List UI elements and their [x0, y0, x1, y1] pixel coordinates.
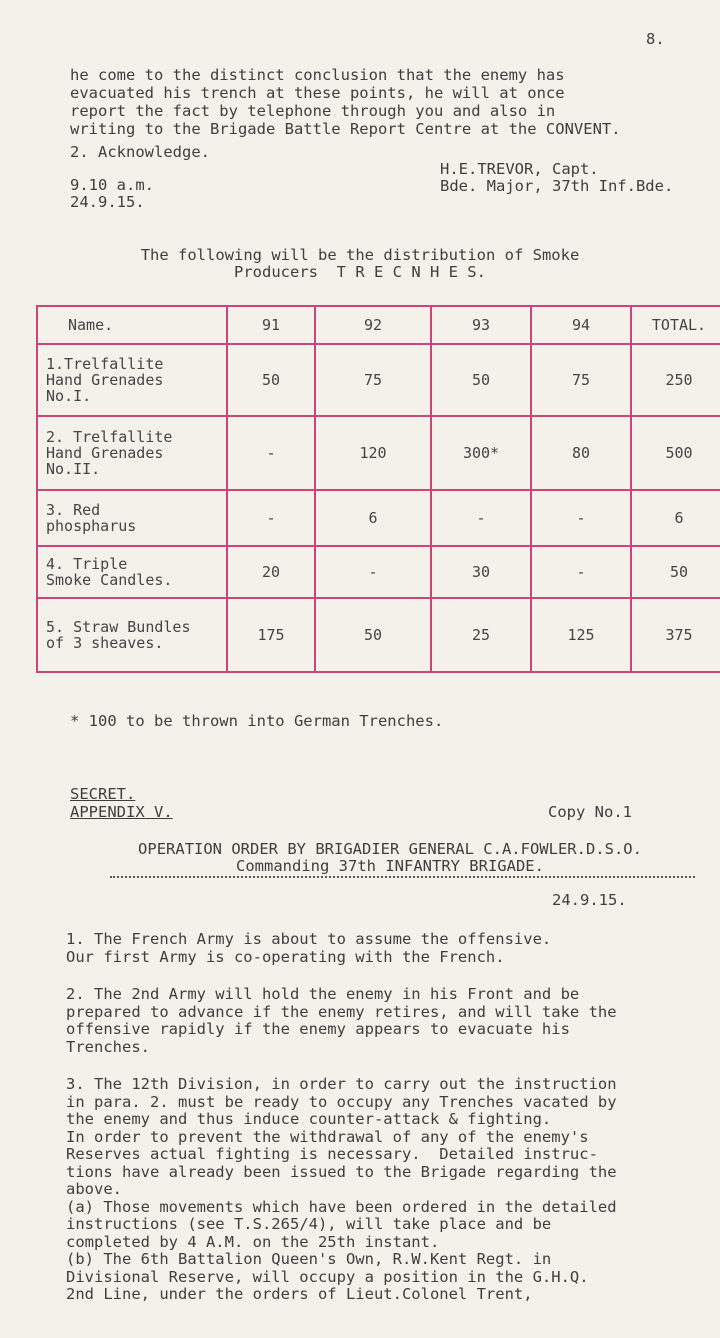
table-cell: 30	[431, 546, 531, 598]
table-row	[37, 344, 720, 416]
order-text-line: 2nd Line, under the orders of Lieut.Colonel Trent,	[66, 1285, 533, 1303]
table-cell: -	[431, 490, 531, 546]
order-text-line: tions have already been issued to the Brigade regarding the	[66, 1162, 617, 1181]
order-text-line: offensive rapidly if the enemy appears to evacuate his	[66, 1020, 570, 1038]
text-line: evacuated his trench at these points, he will at once	[70, 84, 565, 102]
table-cell: 80	[531, 416, 631, 490]
issue-time: 9.10 a.m.	[70, 176, 154, 194]
row-name-line: Hand Grenades	[46, 444, 164, 462]
table-header-row	[37, 306, 720, 344]
table-row	[37, 598, 720, 672]
text-line: he come to the distinct conclusion that the enemy has	[70, 66, 565, 84]
order-text-line: (b) The 6th Battalion Queen's Own, R.W.Kent Regt. in	[66, 1250, 552, 1268]
table-cell: 125	[531, 598, 631, 672]
order-subtitle: Commanding 37th INFANTRY BRIGADE.	[236, 857, 544, 875]
order-text-line: 2. The 2nd Army will hold the enemy in his Front and be	[66, 985, 580, 1003]
table-cell: -	[531, 546, 631, 598]
row-name-line: 1.Trelfallite	[46, 355, 164, 373]
table-cell: -	[531, 490, 631, 546]
row-name	[37, 344, 227, 416]
row-name	[37, 490, 227, 546]
row-name-line: 4. Triple	[46, 555, 128, 573]
row-name	[37, 598, 227, 672]
table-cell: 75	[531, 344, 631, 416]
acknowledge-line: 2. Acknowledge.	[70, 143, 210, 161]
order-date: 24.9.15.	[552, 891, 627, 909]
row-name-line: phospharus	[46, 517, 137, 535]
table-cell: 50	[315, 598, 431, 672]
smoke-producers-table	[36, 305, 720, 673]
table-cell: 75	[315, 344, 431, 416]
table-cell: -	[315, 546, 431, 598]
issue-date: 24.9.15.	[70, 193, 145, 211]
order-text-line: In order to prevent the withdrawal of any of the enemy's	[66, 1127, 589, 1146]
row-name-line: of 3 sheaves.	[46, 634, 164, 652]
table-row	[37, 546, 720, 598]
appendix-label: APPENDIX V.	[70, 803, 173, 821]
table-cell: 250	[631, 344, 720, 416]
order-text-line: Divisional Reserve, will occupy a position in the G.H.Q.	[66, 1267, 589, 1286]
order-text-line: (a) Those movements which have been ordered in the detailed	[66, 1197, 617, 1216]
row-name-line: Hand Grenades	[46, 371, 164, 389]
order-text-line: Reserves actual fighting is necessary. Detailed instruc-	[66, 1145, 598, 1163]
distribution-heading-line: The following will be the distribution of Smoke	[140, 246, 580, 264]
table-cell: 6	[631, 490, 720, 546]
table-cell: 20	[227, 546, 315, 598]
row-name-line: 3. Red	[46, 501, 101, 519]
column-header: 93	[431, 306, 531, 344]
table-cell: 500	[631, 416, 720, 490]
row-name	[37, 416, 227, 490]
order-text-line: 1. The French Army is about to assume the offensive.	[66, 930, 552, 948]
row-name-line: No.II.	[46, 460, 101, 478]
title-underline	[110, 876, 695, 878]
text-line: writing to the Brigade Battle Report Centre at the CONVENT.	[70, 120, 621, 138]
order-text-line: in para. 2. must be ready to occupy any Trenches vacated by	[66, 1092, 617, 1111]
table-cell: -	[227, 490, 315, 546]
row-name-line: 5. Straw Bundles	[46, 618, 191, 636]
table-cell: 375	[631, 598, 720, 672]
column-header: 91	[227, 306, 315, 344]
table-row	[37, 490, 720, 546]
table-cell: 25	[431, 598, 531, 672]
table-cell: 50	[431, 344, 531, 416]
secret-label: SECRET.	[70, 785, 136, 803]
table-cell: 120	[315, 416, 431, 490]
page-number: 8.	[646, 30, 665, 48]
table-cell: -	[227, 416, 315, 490]
table-footnote: * 100 to be thrown into German Trenches.	[70, 712, 444, 730]
order-text-line: Our first Army is co-operating with the French.	[66, 947, 505, 966]
copy-number: Copy No.1	[548, 803, 632, 821]
order-text-line: above.	[66, 1180, 122, 1198]
order-text-line: Trenches.	[66, 1037, 150, 1056]
text-line: report the fact by telephone through you and also in	[70, 102, 556, 120]
order-text-line: the enemy and thus induce counter-attack & fighting.	[66, 1110, 552, 1128]
table-cell: 50	[227, 344, 315, 416]
row-name-line: Smoke Candles.	[46, 571, 173, 589]
column-header: 92	[315, 306, 431, 344]
table-cell: 50	[631, 546, 720, 598]
column-header: 94	[531, 306, 631, 344]
table-cell: 300*	[431, 416, 531, 490]
order-title: OPERATION ORDER BY BRIGADIER GENERAL C.A.FOWLER.D.S.O.	[138, 840, 642, 858]
row-name-line: 2. Trelfallite	[46, 428, 173, 446]
table-cell: 175	[227, 598, 315, 672]
signature-title: Bde. Major, 37th Inf.Bde.	[440, 177, 674, 195]
order-text-line: prepared to advance if the enemy retires, and will take the	[66, 1002, 617, 1021]
order-text-line: 3. The 12th Division, in order to carry out the instruction	[66, 1075, 617, 1093]
column-header: Name.	[37, 306, 227, 344]
order-text-line: instructions (see T.S.265/4), will take place and be	[66, 1215, 552, 1233]
table-row	[37, 416, 720, 490]
distribution-heading-line: Producers T R E C N H E S.	[234, 263, 486, 281]
row-name-line: No.I.	[46, 387, 92, 405]
column-header: TOTAL.	[631, 306, 720, 344]
order-text-line: completed by 4 A.M. on the 25th instant.	[66, 1232, 440, 1251]
row-name	[37, 546, 227, 598]
signature-name: H.E.TREVOR, Capt.	[440, 160, 599, 178]
table-cell: 6	[315, 490, 431, 546]
